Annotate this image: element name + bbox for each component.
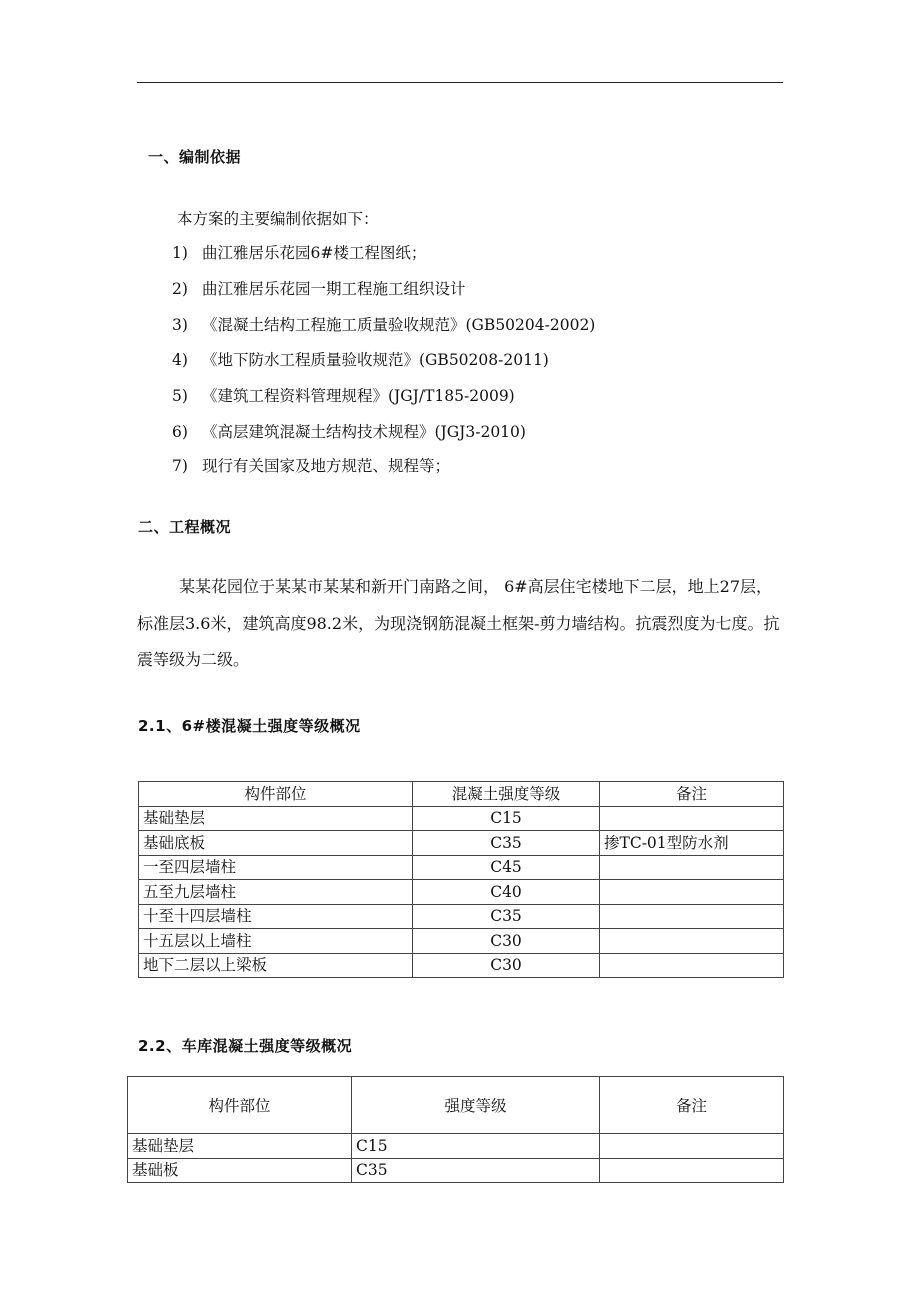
list-item-text: 曲江雅居乐花园一期工程施工组织设计 <box>202 280 466 298</box>
table-row <box>139 953 784 978</box>
table-row <box>128 1134 784 1159</box>
list-item-number: 1) <box>172 244 188 262</box>
cell-grade: C45 <box>413 855 600 880</box>
cell-note: 掺TC-01型防水剂 <box>600 831 784 856</box>
building-concrete-table <box>138 781 784 978</box>
table-row <box>139 929 784 954</box>
cell-grade: C35 <box>413 831 600 856</box>
list-item <box>172 279 466 299</box>
section-heading-overview: 二、工程概况 <box>138 518 232 536</box>
cell-note <box>600 1158 784 1183</box>
list-item-text: 现行有关国家及地方规范、规程等； <box>202 457 451 475</box>
cell-grade: C15 <box>413 806 600 831</box>
cell-part: 基础垫层 <box>139 806 413 831</box>
table-row <box>139 855 784 880</box>
list-item <box>172 350 549 370</box>
cell-part: 地下二层以上梁板 <box>139 953 413 978</box>
table-header-row <box>139 782 784 807</box>
column-header-part: 构件部位 <box>139 782 413 807</box>
column-header-grade: 强度等级 <box>352 1077 600 1134</box>
cell-grade: C35 <box>352 1158 600 1183</box>
list-item-text: 《地下防水工程质量验收规范》(GB50208-2011) <box>202 351 549 369</box>
list-item <box>172 456 450 476</box>
cell-note <box>600 929 784 954</box>
header-rule <box>137 82 783 83</box>
column-header-grade: 混凝土强度等级 <box>413 782 600 807</box>
overview-text: 某某花园位于某某市某某和新开门南路之间， 6#高层住宅楼地下二层，地上27层，标准层3.6米，建筑高度98.2米，为现浇钢筋混凝土框架-剪力墙结构。抗震烈度为七度。抗震等级为二级。 <box>137 577 780 669</box>
cell-note <box>600 880 784 905</box>
cell-part: 五至九层墙柱 <box>139 880 413 905</box>
list-item <box>172 386 515 406</box>
table1-heading: 2.1、6#楼混凝土强度等级概况 <box>138 717 361 735</box>
list-item-text: 《高层建筑混凝土结构技术规程》(JGJ3-2010) <box>202 423 526 441</box>
table-row <box>128 1158 784 1183</box>
cell-note <box>600 904 784 929</box>
cell-note <box>600 806 784 831</box>
cell-grade: C30 <box>413 953 600 978</box>
list-item-number: 2) <box>172 280 188 298</box>
cell-note <box>600 953 784 978</box>
cell-part: 基础垫层 <box>128 1134 352 1159</box>
table-row <box>139 904 784 929</box>
cell-part: 基础底板 <box>139 831 413 856</box>
cell-part: 十五层以上墙柱 <box>139 929 413 954</box>
overview-paragraph <box>137 569 783 679</box>
basis-intro: 本方案的主要编制依据如下： <box>177 210 379 228</box>
list-item-text: 《混凝土结构工程施工质量验收规范》(GB50204-2002) <box>202 316 596 334</box>
table-row <box>139 806 784 831</box>
cell-part: 一至四层墙柱 <box>139 855 413 880</box>
list-item <box>172 422 526 442</box>
column-header-part: 构件部位 <box>128 1077 352 1134</box>
table2-heading: 2.2、车库混凝土强度等级概况 <box>138 1037 353 1055</box>
list-item <box>172 243 426 263</box>
cell-part: 基础板 <box>128 1158 352 1183</box>
garage-concrete-table <box>127 1076 784 1183</box>
cell-note <box>600 855 784 880</box>
cell-grade: C35 <box>413 904 600 929</box>
list-item-number: 3) <box>172 316 188 334</box>
list-item-number: 5) <box>172 387 188 405</box>
table-header-row <box>128 1077 784 1134</box>
section-heading-basis: 一、编制依据 <box>148 148 242 166</box>
list-item-text: 《建筑工程资料管理规程》(JGJ/T185-2009) <box>202 387 515 405</box>
list-item-number: 7) <box>172 457 188 475</box>
cell-grade: C40 <box>413 880 600 905</box>
table-row <box>139 831 784 856</box>
cell-grade: C30 <box>413 929 600 954</box>
list-item-text: 曲江雅居乐花园6#楼工程图纸； <box>202 244 427 262</box>
cell-note <box>600 1134 784 1159</box>
column-header-note: 备注 <box>600 782 784 807</box>
cell-part: 十至十四层墙柱 <box>139 904 413 929</box>
cell-grade: C15 <box>352 1134 600 1159</box>
column-header-note: 备注 <box>600 1077 784 1134</box>
list-item <box>172 315 595 335</box>
table-row <box>139 880 784 905</box>
list-item-number: 6) <box>172 423 188 441</box>
list-item-number: 4) <box>172 351 188 369</box>
